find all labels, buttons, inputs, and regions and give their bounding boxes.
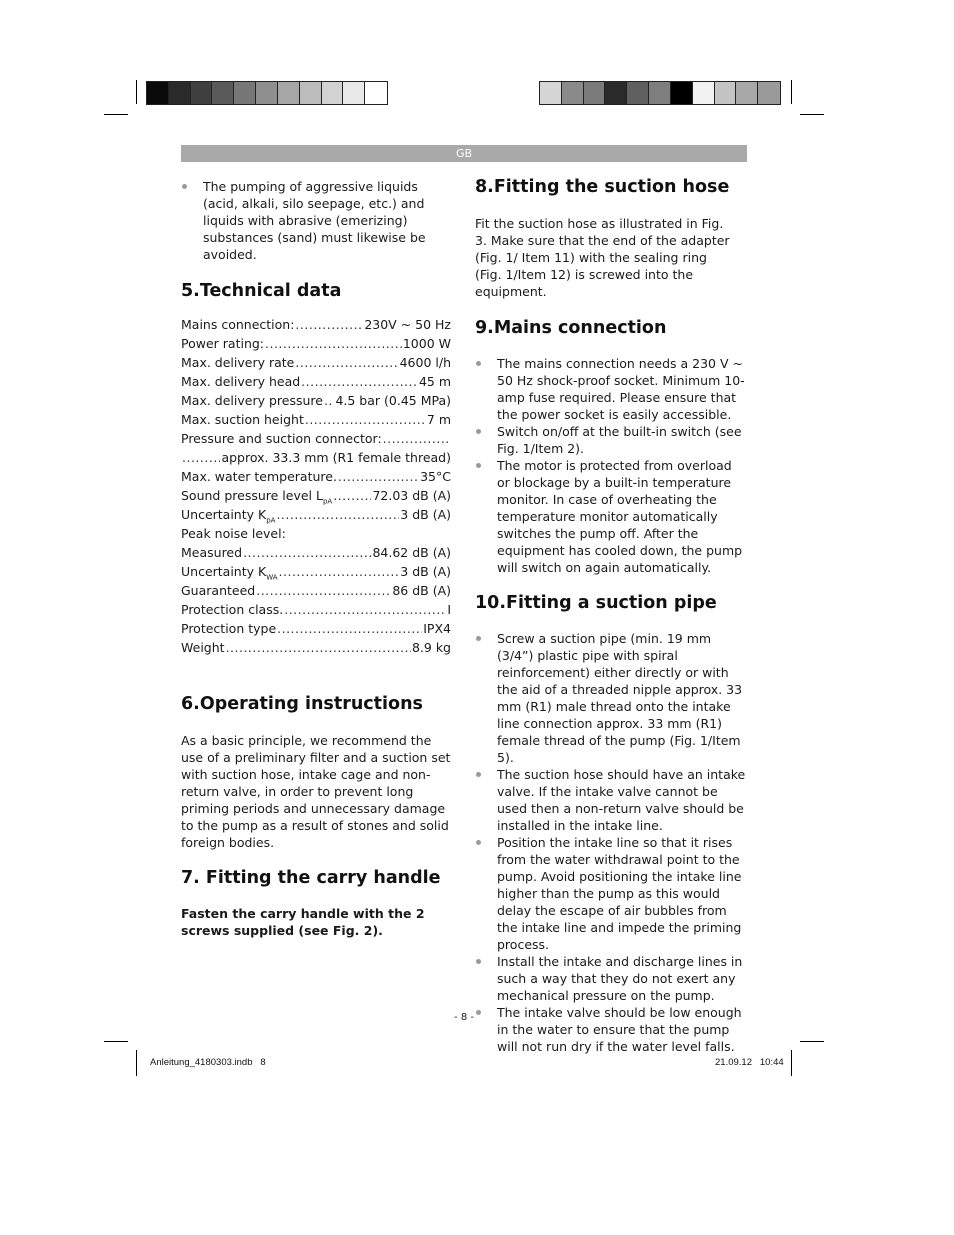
footer-date: 21.09.12 10:44: [715, 1057, 784, 1068]
list-item: Position the intake line so that it rises from the water withdrawal point to the pump. Avoid positioning the intake line higher than the pump as this would delay the escape of air bubbles from the intake line and impede the priming process.: [475, 834, 747, 953]
crop-mark: [104, 1041, 128, 1042]
suction-pipe-bullets: [475, 630, 747, 1055]
section-heading-mains: 9.Mains connection: [475, 318, 667, 338]
spec-row: [181, 506, 451, 525]
section-heading-carry-handle: 7. Fitting the carry handle: [181, 868, 441, 888]
crop-mark: [136, 80, 137, 104]
spec-row: [181, 430, 451, 449]
carry-handle-text: [181, 905, 453, 939]
spec-value: IPX4: [423, 621, 451, 636]
color-bar-left: [146, 81, 388, 105]
color-swatch: [715, 82, 737, 104]
crop-mark: [800, 114, 824, 115]
dot-leader: [333, 487, 371, 504]
dot-leader: [265, 335, 402, 352]
mains-bullets: [475, 355, 747, 576]
spec-value: 35°C: [420, 469, 451, 484]
spec-subscript: WA: [266, 573, 278, 582]
spec-value: 7 m: [426, 412, 451, 427]
color-swatch: [562, 82, 584, 104]
spec-label: Max. water temperature.: [181, 469, 337, 484]
section-heading-operating: 6.Operating instructions: [181, 694, 423, 714]
spec-subscript: pA: [266, 516, 276, 525]
spec-row: [181, 468, 451, 487]
dot-leader: [226, 639, 411, 656]
dot-leader: [383, 430, 450, 447]
dot-leader: [276, 506, 399, 523]
spec-label: Uncertainty $K_{WA}$: [181, 564, 278, 582]
spec-label: Max. suction height: [181, 412, 304, 427]
crop-mark: [104, 114, 128, 115]
technical-data-table: [181, 316, 451, 658]
bullet-list: [475, 630, 747, 1055]
spec-row: [181, 373, 451, 392]
color-swatch: [191, 82, 213, 104]
spec-row: [181, 639, 451, 658]
crop-mark: [791, 1050, 792, 1076]
color-swatch: [758, 82, 780, 104]
spec-row: [181, 582, 451, 601]
list-item: The motor is protected from overload or blockage by a built-in temperature monitor. In case of overheating the temperature monitor automatically switches the pump off. After the equipment has cooled down, the pump will switch on again automatically.: [475, 457, 747, 576]
list-item: Install the intake and discharge lines in such a way that they do not exert any mechanical pressure on the pump.: [475, 953, 747, 1004]
spec-label: Protection class.: [181, 602, 284, 617]
crop-mark: [136, 1050, 137, 1076]
dot-leader: [305, 411, 426, 428]
spec-row: [181, 487, 451, 506]
spec-value: 3 dB (A): [400, 507, 451, 522]
spec-value: I: [447, 602, 451, 617]
color-bar-right: [539, 81, 781, 105]
bullet-list: [475, 355, 747, 576]
spec-row: [181, 335, 451, 354]
bullet-list: [181, 178, 451, 263]
list-item: The intake valve should be low enough in the water to ensure that the pump will not run dry if the water level falls.: [475, 1004, 747, 1055]
spec-row: [181, 601, 451, 620]
spec-value: 72.03 dB (A): [372, 488, 451, 503]
spec-label: Peak noise level:: [181, 526, 286, 541]
language-label: GB: [455, 147, 473, 160]
spec-row: [181, 354, 451, 373]
page-number: - 8 -: [454, 1012, 474, 1023]
color-swatch: [147, 82, 169, 104]
color-swatch: [605, 82, 627, 104]
dot-leader: [256, 582, 391, 599]
language-band: [181, 145, 747, 162]
dot-leader: [279, 563, 400, 580]
dot-leader: [277, 620, 422, 637]
color-swatch: [169, 82, 191, 104]
list-item: The suction hose should have an intake valve. If the intake valve cannot be used then a non-return valve should be installed in the intake line.: [475, 766, 747, 834]
dot-leader: [243, 544, 371, 561]
dot-leader: [182, 449, 220, 466]
spec-row: [181, 449, 451, 468]
list-item: Screw a suction pipe (min. 19 mm (3/4”) plastic pipe with spiral reinforcement) either directly or with the aid of a threaded nipple approx. 33 mm (R1) male thread onto the intake line connection approx. 33 mm (R1) female thread of the pump (Fig. 1/Item 5).: [475, 630, 747, 766]
color-swatch: [212, 82, 234, 104]
spec-row: [181, 525, 451, 544]
spec-label: Max. delivery head: [181, 374, 301, 389]
dot-leader: [324, 392, 335, 409]
list-item: The pumping of aggressive liquids (acid, alkali, silo seepage, etc.) and liquids with abrasive (emerizing) substances (sand) must likewise be avoided.: [181, 178, 451, 263]
paragraph: Fit the suction hose as illustrated in Fig. 3. Make sure that the end of the adapter (Fig. 1/ Item 11) with the sealing ring (Fig. 1/Item 12) is screwed into the equipment.: [475, 216, 730, 299]
color-swatch: [693, 82, 715, 104]
spec-value: 3 dB (A): [400, 564, 451, 579]
intro-bullets: [181, 178, 451, 263]
color-swatch: [278, 82, 300, 104]
list-item: The mains connection needs a 230 V ~ 50 Hz shock-proof socket. Minimum 10-amp fuse required. Please ensure that the power socket is easily accessible.: [475, 355, 747, 423]
dot-leader: [295, 316, 363, 333]
spec-value: 230V ~ 50 Hz: [364, 317, 451, 332]
color-swatch: [343, 82, 365, 104]
color-swatch: [540, 82, 562, 104]
spec-label: Max. delivery rate: [181, 355, 295, 370]
crop-mark: [800, 1041, 824, 1042]
list-item: Switch on/off at the built-in switch (see Fig. 1/Item 2).: [475, 423, 747, 457]
spec-subscript: pA: [322, 497, 333, 506]
spec-label: Protection type: [181, 621, 277, 636]
color-swatch: [256, 82, 278, 104]
spec-label: Uncertainty $K_{pA}$: [181, 507, 276, 525]
section-heading-suction-hose: 8.Fitting the suction hose: [475, 177, 730, 197]
spec-label: Weight: [181, 640, 225, 655]
footer-file: Anleitung_4180303.indb 8: [150, 1057, 266, 1068]
dot-leader: [295, 354, 398, 371]
spec-row: [181, 620, 451, 639]
suction-hose-text: [475, 215, 737, 300]
color-swatch: [584, 82, 606, 104]
spec-value: 84.62 dB (A): [372, 545, 451, 560]
color-swatch: [736, 82, 758, 104]
spec-row: [181, 563, 451, 582]
spec-label: Pressure and suction connector:: [181, 431, 382, 446]
spec-row: [181, 392, 451, 411]
spec-label: Measured: [181, 545, 243, 560]
spec-value: approx. 33.3 mm (R1 female thread): [221, 450, 451, 465]
section-heading-suction-pipe: 10.Fitting a suction pipe: [475, 593, 717, 613]
crop-mark: [791, 80, 792, 104]
spec-label: Power rating:: [181, 336, 265, 351]
paragraph: Fasten the carry handle with the 2 screws supplied (see Fig. 2).: [181, 906, 425, 938]
spec-row: [181, 544, 451, 563]
dot-leader: [301, 373, 418, 390]
spec-value: 86 dB (A): [392, 583, 451, 598]
paragraph: As a basic principle, we recommend the use of a preliminary filter and a suction set with suction hose, intake cage and non-return valve, in order to prevent long priming periods and unnecessary damage to the pump as a result of stones and solid foreign bodies.: [181, 733, 451, 850]
spec-row: [181, 316, 451, 335]
color-swatch: [671, 82, 693, 104]
color-swatch: [649, 82, 671, 104]
dot-leader: [338, 468, 419, 485]
spec-label: Mains connection:: [181, 317, 295, 332]
color-swatch: [234, 82, 256, 104]
color-swatch: [300, 82, 322, 104]
color-swatch: [627, 82, 649, 104]
spec-label: Sound pressure level $L_{pA}$: [181, 488, 333, 506]
spec-row: [181, 411, 451, 430]
color-swatch: [365, 82, 387, 104]
spec-value: 4.5 bar (0.45 MPa): [335, 393, 451, 408]
spec-label: Max. delivery pressure: [181, 393, 323, 408]
spec-value: 4600 l/h: [399, 355, 451, 370]
spec-value: 8.9 kg: [411, 640, 451, 655]
spec-value: 1000 W: [402, 336, 451, 351]
spec-value: 45 m: [418, 374, 451, 389]
color-swatch: [322, 82, 344, 104]
dot-leader: [284, 601, 446, 618]
section-heading-technical-data: 5.Technical data: [181, 281, 342, 301]
spec-label: Guaranteed: [181, 583, 256, 598]
operating-text: [181, 732, 451, 851]
